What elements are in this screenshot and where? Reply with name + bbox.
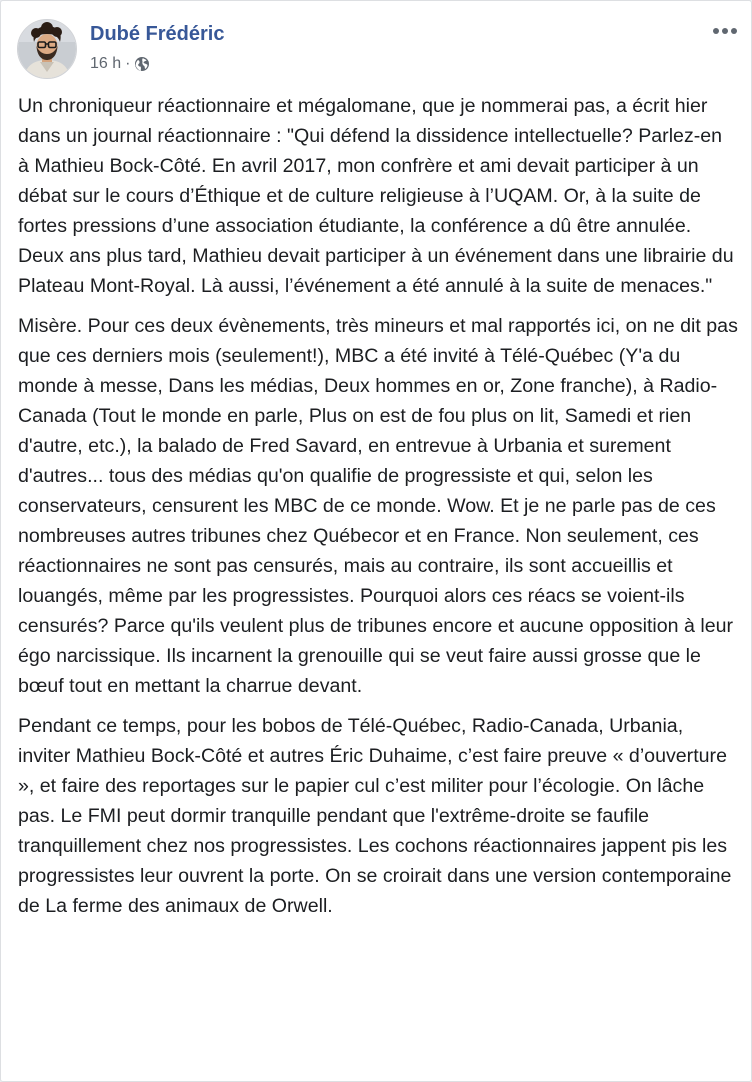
more-options-icon [712,27,738,35]
post-paragraph-2: Misère. Pour ces deux évènements, très mineurs et mal rapportés ici, on ne dit pas que ces derniers mois (seulement!), MBC a été invité à Télé-Québec (Y'a du monde à messe, Dans les médias, Deux hommes en or, Zone franche), à Radio-Canada (Tout le monde en parle, Plus on est de fou plus on lit, Samedi et rien d'autre, etc.), la balado de Fred Savard, en entrevue à Urbania et surement d'autres... tous des médias qu'on qualifie de progressiste et qui, selon les conservateurs, censurent les MBC de ce monde. Wow. Et je ne parle pas de ces nombreuses autres tribunes chez Québecor et en France. Non seulement, ces réactionnaires ne sont pas censurés, mais au contraire, ils sont accueillis et louangés, même par les progressistes. Pourquoi alors ces réacs se voient-ils censurés? Parce qu'ils veulent plus de tribunes encore et aucune opposition à leur égo narcissique. Ils incarnent la grenouille qui se veut faire aussi grosse que le bœuf tout en mettant la charrue devant. [18,315,738,697]
post-paragraph-1: Un chroniqueur réactionnaire et mégalomane, que je nommerai pas, a écrit hier dans un journal réactionnaire : "Qui défend la dissidence intellectuelle? Parlez-en à Mathieu Bock-Côté. En avril 2017, mon confrère et ami devait participer à un débat sur le cours d’Éthique et de culture religieuse à l’UQAM. Or, à la suite de fortes pressions d’une association étudiante, la conférence a dû être annulée. Deux ans plus tard, Mathieu devait participer à un événement dans une librairie du Plateau Mont-Royal. Là aussi, l’événement a été annulé à la suite de menaces." [18,95,734,297]
post-body [18,91,738,931]
post-paragraph-3: Pendant ce temps, pour les bobos de Télé-Québec, Radio-Canada, Urbania, inviter Mathieu Bock-Côté et autres Éric Duhaime, c’est faire preuve « d’ouverture », et faire des reportages sur le papier cul c’est militer pour l’écologie. On lâche pas. Le FMI peut dormir tranquille pendant que l'extrême-droite se faufile tranquillement chez nos progressistes. Les cochons réactionnaires jappent pis les progressistes leur ouvrent la porte. On se croirait dans une version contemporaine de La ferme des animaux de Orwell. [18,715,732,917]
avatar[interactable] [17,19,77,79]
avatar-image [18,20,76,78]
globe-icon[interactable] [134,56,150,72]
author-name[interactable]: Dubé Frédéric [90,23,225,45]
more-options-button[interactable] [709,19,741,43]
meta-separator: · [125,55,131,72]
post-timestamp[interactable]: 16 h [90,55,122,72]
post-header [17,19,741,81]
post-meta [90,55,150,73]
